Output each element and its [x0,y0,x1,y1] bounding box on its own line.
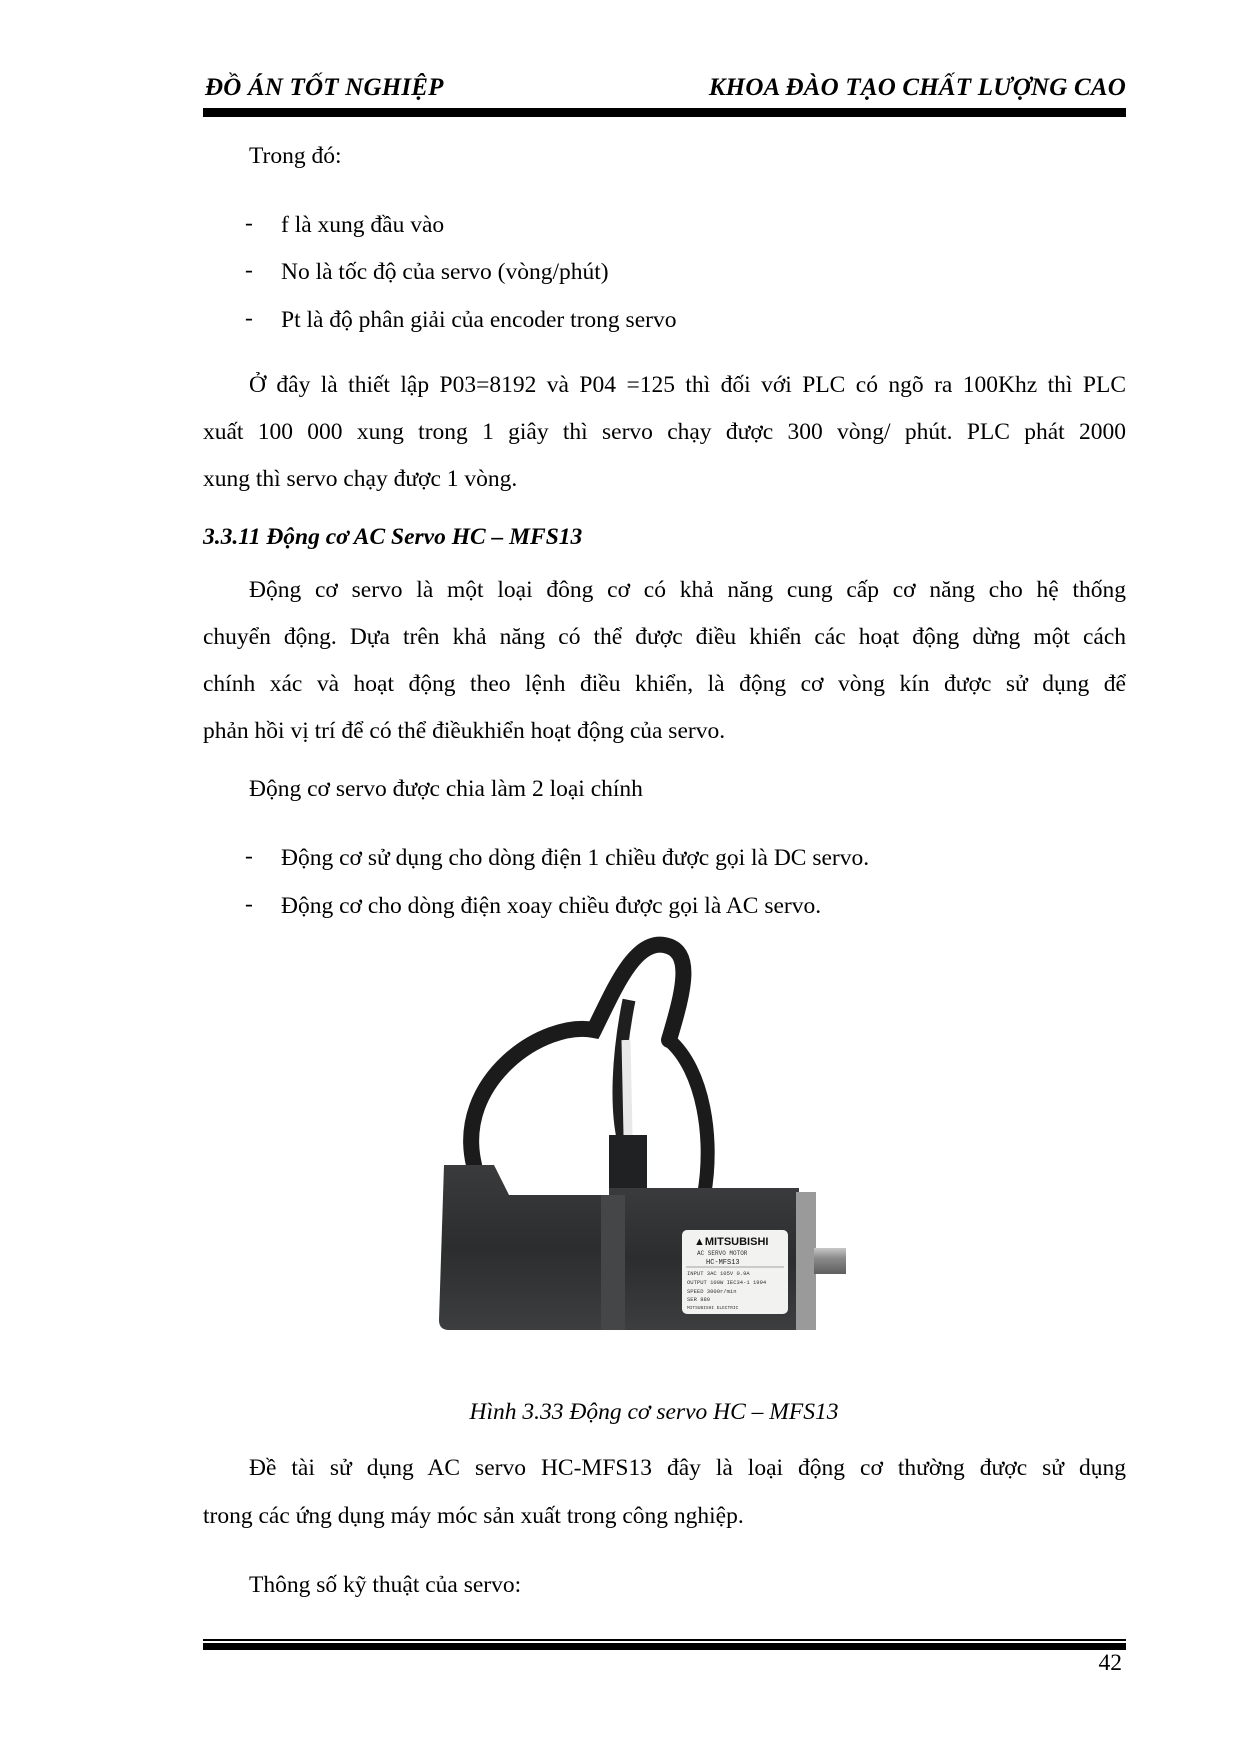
paragraph-line: xung thì servo chạy được 1 vòng. [203,466,518,492]
bullet-dash: - [245,305,253,331]
svg-text:INPUT 3AC 105V 0.9A: INPUT 3AC 105V 0.9A [687,1270,750,1277]
section-heading: 3.3.11 Động cơ AC Servo HC – MFS13 [203,524,583,550]
bullet-dash: - [245,891,253,917]
page-number: 42 [1098,1650,1122,1676]
paragraph-line: Động cơ servo là một loại đông cơ có khả năng cung cấp cơ năng cho hệ thống [249,577,1126,603]
bullet-item: No là tốc độ của servo (vòng/phút) [281,259,609,285]
figure-caption: Hình 3.33 Động cơ servo HC – MFS13 [469,1399,839,1425]
svg-text:SER 880: SER 880 [687,1296,711,1303]
servo-motor-photo [414,930,846,1362]
paragraph-line: chuyển động. Dựa trên khả năng có thể được điều khiển các hoạt động dừng một cách [203,624,1126,650]
paragraph-line: Ở đây là thiết lập P03=8192 và P04 =125 thì đối với PLC có ngõ ra 100Khz thì PLC [249,372,1126,398]
bullet-item: Pt là độ phân giải của encoder trong servo [281,307,677,333]
header-left-title: ĐỒ ÁN TỐT NGHIỆP [205,74,444,101]
svg-text:OUTPUT 100W IEC34-1 1994: OUTPUT 100W IEC34-1 1994 [687,1279,767,1286]
paragraph-line: Đề tài sử dụng AC servo HC-MFS13 đây là loại động cơ thường được sử dụng [249,1455,1126,1481]
bullet-dash: - [245,843,253,869]
paragraph-line: trong các ứng dụng máy móc sản xuất trong công nghiệp. [203,1503,744,1529]
specs-intro: Thông số kỹ thuật của servo: [249,1572,522,1598]
paragraph-line: phản hồi vị trí để có thể điềukhiển hoạt động của servo. [203,718,726,744]
paragraph-line: chính xác và hoạt động theo lệnh điều khiển, là động cơ vòng kín được sử dụng để [203,671,1126,697]
intro-label: Trong đó: [249,143,342,169]
bullet-dash: - [245,257,253,283]
svg-text:▲MITSUBISHI: ▲MITSUBISHI [694,1236,769,1248]
paragraph-line: xuất 100 000 xung trong 1 giây thì servo chạy được 300 vòng/ phút. PLC phát 2000 [203,419,1126,445]
bullet-item: f là xung đầu vào [281,212,445,238]
svg-text:HC-MFS13: HC-MFS13 [706,1259,740,1267]
types-intro: Động cơ servo được chia làm 2 loại chính [249,776,643,802]
footer-rule-thick [203,1643,1126,1650]
svg-text:SPEED 3000r/min: SPEED 3000r/min [687,1288,737,1295]
svg-text:AC SERVO MOTOR: AC SERVO MOTOR [697,1250,748,1257]
svg-text:MITSUBISHI ELECTRIC: MITSUBISHI ELECTRIC [687,1306,739,1311]
footer-rule-thin [203,1639,1126,1641]
bullet-item: Động cơ cho dòng điện xoay chiều được gọi là AC servo. [281,893,822,919]
header-right-title: KHOA ĐÀO TẠO CHẤT LƯỢNG CAO [708,74,1126,101]
bullet-item: Động cơ sử dụng cho dòng điện 1 chiều được gọi là DC servo. [281,845,870,871]
header-rule [203,108,1126,117]
bullet-dash: - [245,210,253,236]
